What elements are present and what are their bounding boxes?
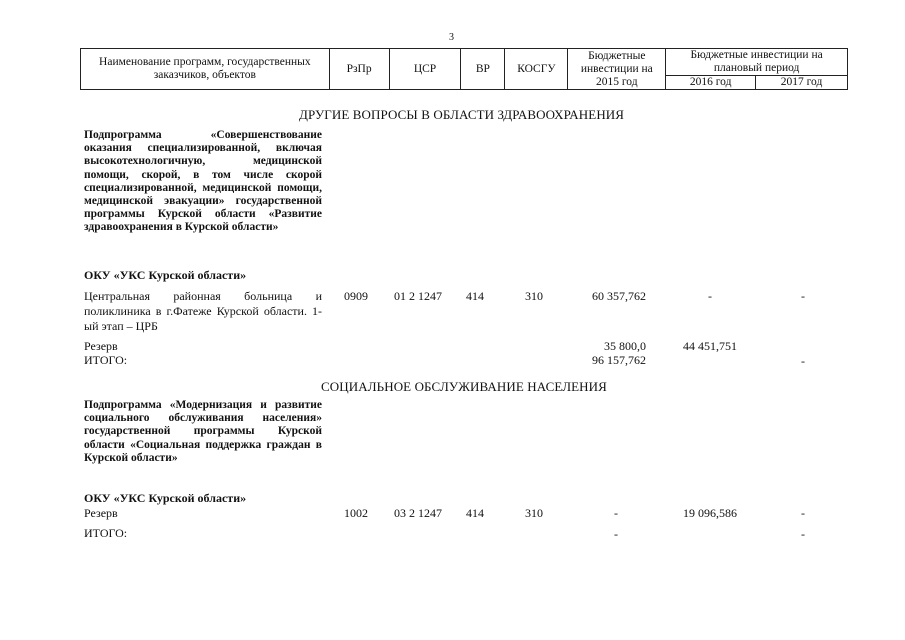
reserve-kosgu: 310 [525, 506, 543, 520]
reserve-csr: 03 2 1247 [394, 506, 442, 520]
reserve-label: Резерв [84, 506, 118, 520]
header-budget-2015: Бюджетные инвестиции на 2015 год [568, 49, 666, 90]
reserve-label: Резерв [84, 339, 118, 353]
page-number: 3 [449, 32, 454, 43]
total-value-2015: - [614, 527, 618, 541]
object-value-2016: - [708, 289, 712, 303]
section-title-healthcare: ДРУГИЕ ВОПРОСЫ В ОБЛАСТИ ЗДРАВООХРАНЕНИЯ [299, 107, 625, 122]
total-label: ИТОГО: [84, 353, 128, 367]
object-rzpr: 0909 [344, 289, 368, 303]
reserve-value-2016: 44 451,751 [683, 339, 737, 353]
reserve-vr: 414 [466, 506, 484, 520]
total-value-2017: - [801, 354, 805, 368]
org-name: ОКУ «УКС Курской области» [84, 268, 247, 282]
reserve-value-2016: 19 096,586 [683, 506, 737, 520]
object-value-2017: - [801, 289, 805, 303]
header-rzpr: РзПр [329, 49, 389, 90]
header-vr: ВР [461, 49, 505, 90]
object-csr: 01 2 1247 [394, 289, 442, 303]
header-csr: ЦСР [389, 49, 461, 90]
object-vr: 414 [466, 289, 484, 303]
reserve-rzpr: 1002 [344, 506, 368, 520]
org-name: ОКУ «УКС Курской области» [84, 491, 247, 505]
object-name: Центральная районная больница и поликлиника в г.Фатеже Курской области. 1-ый этап – ЦРБ [84, 289, 322, 333]
total-label: ИТОГО: [84, 526, 128, 540]
reserve-value-2015: - [614, 506, 618, 520]
object-value-2015: 60 357,762 [592, 289, 646, 303]
subprogram-healthcare: Подпрограмма «Совершенствование оказания специализированной, включая высокотехнологичную, медицинской помощи, скорой, в том числе скорой специализированной, медицинской помощи, медицинской эвакуации» государственной программы Курской области «Развитие здравоохранения в Курской области» [84, 129, 322, 234]
header-planned-period: Бюджетные инвестиции на плановый период [666, 49, 848, 76]
total-value-2015: 96 157,762 [592, 353, 646, 367]
header-kosgu: КОСГУ [505, 49, 568, 90]
total-value-2017: - [801, 527, 805, 541]
subprogram-social: Подпрограмма «Модернизация и развитие социального обслуживания населения» государственной программы Курской области «Социальная поддержка граждан в Курской области» [84, 399, 322, 464]
object-kosgu: 310 [525, 289, 543, 303]
section-title-social: СОЦИАЛЬНОЕ ОБСЛУЖИВАНИЕ НАСЕЛЕНИЯ [321, 379, 607, 394]
reserve-value-2017: - [801, 506, 805, 520]
header-table [80, 48, 848, 90]
header-year-2016: 2016 год [666, 76, 756, 90]
header-year-2017: 2017 год [756, 76, 848, 90]
reserve-value-2015: 35 800,0 [604, 339, 646, 353]
header-name-column: Наименование программ, государственных заказчиков, объектов [81, 49, 330, 90]
